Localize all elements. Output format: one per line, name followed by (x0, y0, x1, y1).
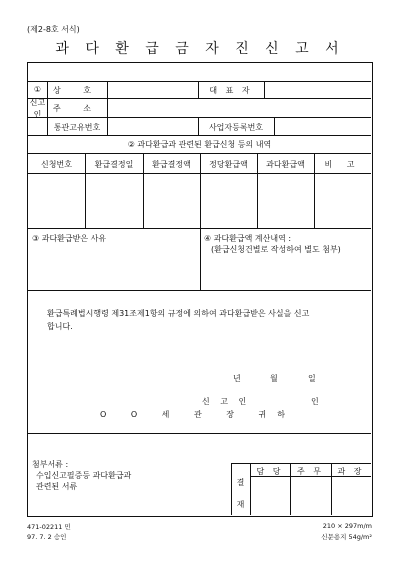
row-divider (28, 117, 371, 118)
col-header-remarks: 비 고 (324, 160, 361, 169)
addressee: O O 세 관 장 귀하 (100, 410, 296, 419)
approval-col-chief: 과 장 (337, 467, 365, 476)
date-year: 년 (233, 374, 241, 383)
business-reg-label: 사업자등록번호 (208, 123, 264, 132)
row-divider (250, 463, 371, 464)
row-divider (28, 135, 371, 136)
calc-note: (환급신청건별로 작성하여 별도 첨부) (211, 245, 341, 254)
col-header-decision-date: 환급결정일 (94, 160, 134, 169)
col-divider (274, 117, 275, 135)
applicant-marker-line1: 신고 (29, 98, 46, 107)
address-label: 주 소 (53, 104, 101, 113)
attachments-item-line2: 관련된 서류 (36, 482, 78, 491)
approval-col-manager: 주 무 (297, 467, 324, 476)
form-title: 과 다 환 급 금 자 진 신 고 서 (55, 41, 345, 57)
declaration-line1: 환급특례법시행령 제31조제1항의 규정에 의하여 과다환급받은 사실을 신고 (47, 309, 310, 318)
declaration-line2: 합니다. (47, 322, 73, 331)
attachments-label: 첨부서류 : (32, 460, 69, 469)
footer-approved: 97. 7. 2 승인 (27, 533, 67, 541)
row-divider (28, 98, 371, 99)
col-header-excess-amount: 과다환급액 (266, 160, 305, 169)
col-divider (200, 228, 201, 290)
form-number: (제2-8호 서식) (27, 25, 80, 34)
col-header-proper-amount: 정당환급액 (209, 160, 248, 169)
date-day: 일 (308, 374, 316, 383)
approval-label-top: 결 (236, 478, 245, 487)
footer-size: 210 × 297m/m (322, 522, 372, 530)
representative-label: 대 표 자 (209, 86, 253, 95)
approval-label-bottom: 재 (236, 500, 245, 509)
col-header-application-no: 신청번호 (41, 160, 72, 169)
date-month: 월 (270, 374, 278, 383)
row-divider (28, 290, 371, 291)
footer-code: 471-02211 민 (27, 523, 71, 531)
refund-section-header: ② 과다환급과 관련된 환급신청 등의 내역 (127, 140, 272, 149)
row-divider (28, 81, 371, 82)
reason-label: ③ 과다환급받은 사유 (32, 234, 107, 243)
col-divider (264, 81, 265, 98)
row-divider (28, 433, 371, 434)
attachments-item-line1: 수입신고필증등 과다환급과 (36, 471, 132, 480)
seal-mark: 인 (311, 397, 319, 406)
calc-label: ④ 과다환급액 계산내역 : (204, 234, 292, 243)
customs-id-label: 통관고유번호 (53, 123, 101, 132)
col-divider (107, 81, 108, 135)
trade-name-label: 상 호 (53, 86, 101, 95)
declarant-label: 신 고 인 (202, 397, 251, 406)
col-header-decision-amount: 환급결정액 (152, 160, 191, 169)
row-divider (231, 463, 250, 464)
applicant-marker-line2: 인 (33, 110, 42, 119)
form-frame (27, 62, 373, 517)
applicant-marker-number: ① (33, 85, 42, 94)
footer-paper: 신문용지 54g/m² (321, 533, 372, 541)
approval-col-staff: 담 당 (256, 467, 284, 476)
